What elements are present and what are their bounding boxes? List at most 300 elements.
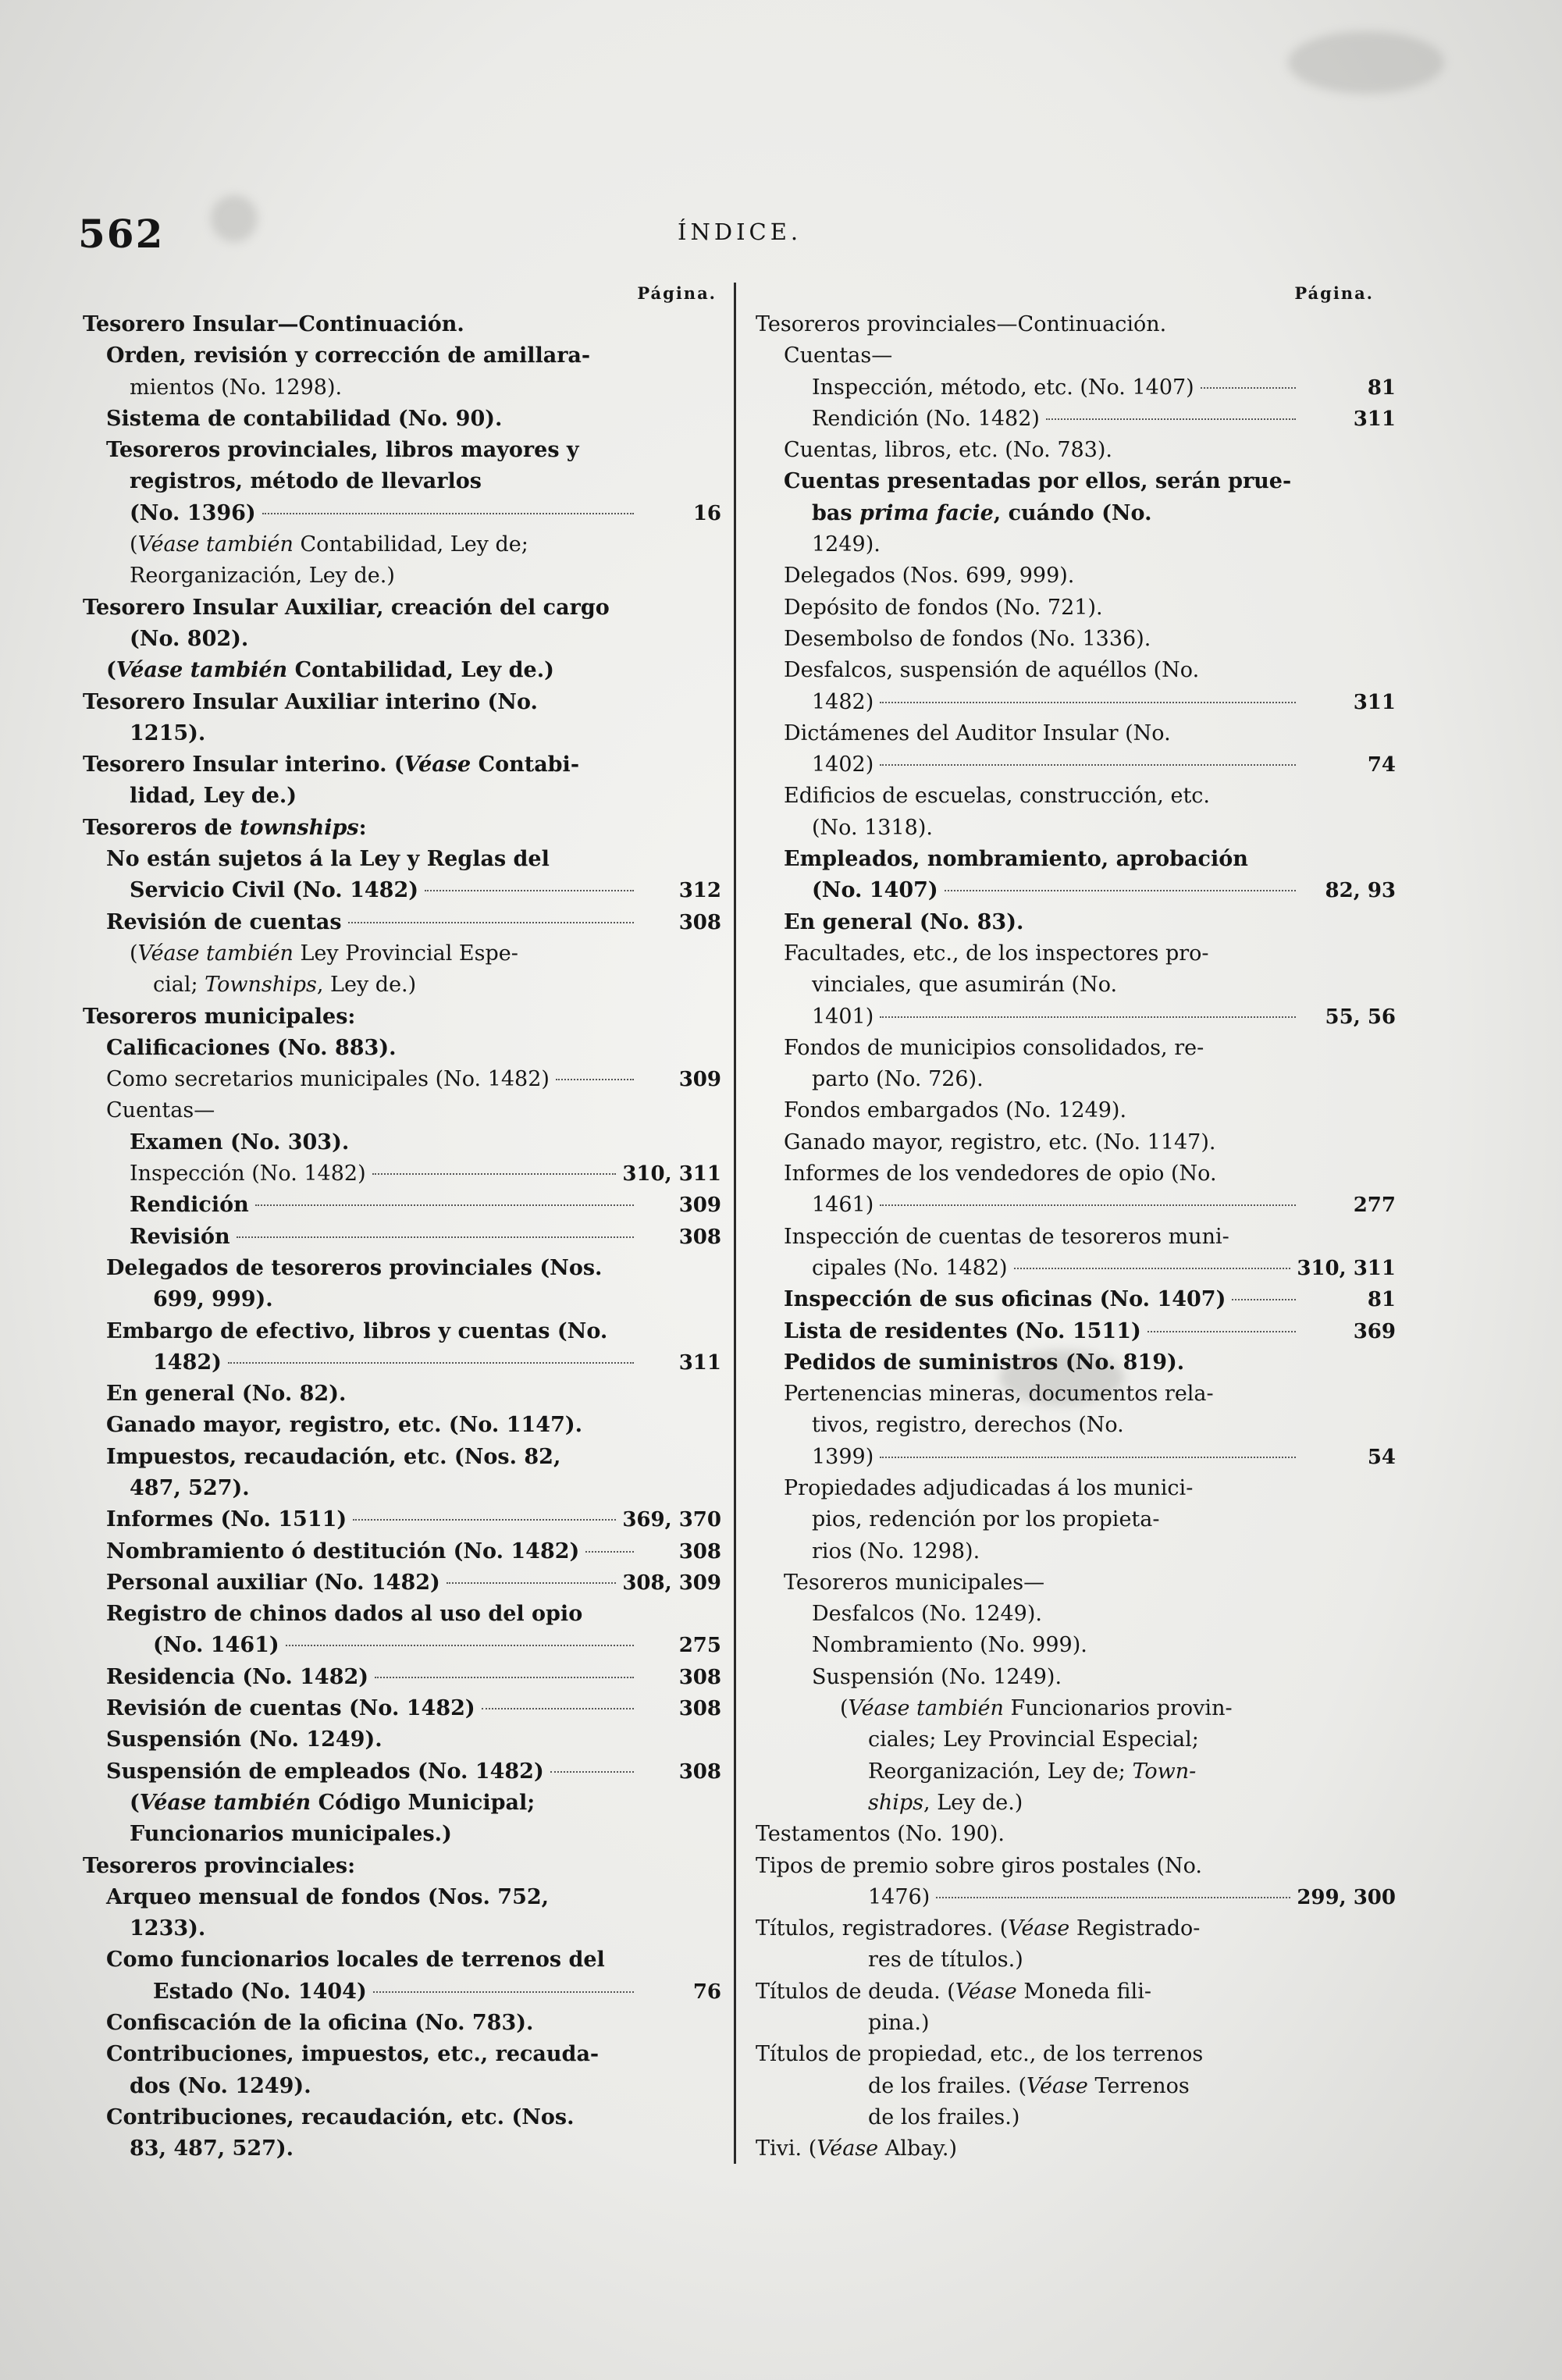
entry-text: Suspensión (No. 1249). <box>106 1727 382 1752</box>
page-reference: 81 <box>1367 1288 1396 1312</box>
entry-text: 83, 487, 527). <box>130 2136 294 2161</box>
entry-text: Inspección (No. 1482) <box>130 1162 366 1186</box>
entry-list-left <box>83 309 721 2165</box>
dot-leader <box>372 1173 617 1175</box>
index-entry <box>83 1630 721 1661</box>
column-header-pagina: Página. <box>1294 283 1374 303</box>
entry-text: Embargo de efectivo, libros y cuentas (No. <box>106 1318 608 1343</box>
entry-text: Contribuciones, recaudación, etc. (Nos. <box>106 2104 575 2129</box>
index-entry <box>83 1662 721 1693</box>
entry-text: Nombramiento (No. 999). <box>812 1633 1087 1658</box>
italic-term: Véase también <box>848 1696 1004 1721</box>
index-entry <box>756 1190 1396 1221</box>
page-reference: 311 <box>678 1350 721 1375</box>
index-entry <box>83 1284 721 1315</box>
entry-text: mientos (No. 1298). <box>130 375 343 400</box>
entry-text: Propiedades adjudicadas á los munici- <box>784 1475 1194 1500</box>
index-entry <box>83 624 721 655</box>
index-entry <box>83 1724 721 1756</box>
index-entry <box>83 1190 721 1221</box>
index-entry <box>83 1064 721 1095</box>
entry-text: Residencia (No. 1482) <box>106 1664 369 1689</box>
dot-leader <box>550 1771 634 1773</box>
index-entry <box>756 372 1396 404</box>
index-entry <box>83 592 721 624</box>
index-entry <box>83 404 721 435</box>
index-entry <box>83 1693 721 1724</box>
dot-leader <box>373 1991 634 1993</box>
italic-term: Véase <box>955 1979 1017 2004</box>
index-entry <box>83 1944 721 1976</box>
dot-leader <box>936 1897 1290 1898</box>
entry-text: Rendición (No. 1482) <box>812 406 1040 431</box>
index-entry <box>83 1913 721 1944</box>
italic-term: Véase <box>817 2136 879 2161</box>
entry-text: Revisión de cuentas (No. 1482) <box>106 1696 475 1721</box>
index-entry <box>83 1410 721 1441</box>
index-entry <box>756 907 1396 938</box>
dot-leader <box>237 1236 634 1238</box>
entry-text: 1249). <box>812 532 881 557</box>
italic-term: Town- <box>1132 1759 1197 1784</box>
index-entry <box>83 529 721 560</box>
index-entry <box>756 1944 1396 1976</box>
entry-text: Tesoreros de townships: <box>83 815 367 840</box>
entry-text: Desfalcos (No. 1249). <box>812 1602 1042 1627</box>
index-column-left <box>83 278 721 2165</box>
entry-text: Cuentas presentadas por ellos, serán prue- <box>784 469 1292 494</box>
index-entry <box>756 749 1396 781</box>
index-entry <box>83 969 721 1001</box>
index-entry <box>756 813 1396 844</box>
italic-term: townships <box>240 815 359 840</box>
entry-text: Ganado mayor, registro, etc. (No. 1147). <box>106 1413 583 1438</box>
index-entry <box>83 1033 721 1064</box>
index-entry <box>756 1442 1396 1473</box>
page-reference: 308 <box>678 1539 721 1564</box>
index-entry <box>83 1442 721 1473</box>
italic-term: Véase <box>1008 1916 1070 1941</box>
index-entry <box>83 498 721 529</box>
index-entry <box>756 1913 1396 1944</box>
entry-text: Suspensión (No. 1249). <box>812 1664 1062 1689</box>
index-entry <box>756 498 1396 529</box>
entry-text: Títulos de propiedad, etc., de los terrenos <box>756 2042 1204 2067</box>
entry-text: Dictámenes del Auditor Insular (No. <box>784 720 1171 745</box>
index-entry <box>756 529 1396 560</box>
index-entry <box>83 1976 721 2008</box>
page-reference: 308 <box>678 1225 721 1249</box>
dot-leader <box>425 890 634 891</box>
index-entry <box>83 2008 721 2039</box>
entry-text: Facultades, etc., de los inspectores pro- <box>784 941 1209 966</box>
index-entry <box>83 749 721 781</box>
entry-text: Inspección de sus oficinas (No. 1407) <box>784 1287 1226 1312</box>
entry-text: 1233). <box>130 1916 206 1941</box>
italic-term: Véase <box>1026 2073 1088 2098</box>
dot-leader <box>255 1204 634 1206</box>
entry-text: Tesoreros municipales— <box>784 1570 1045 1595</box>
entry-text: Pedidos de suministros (No. 819). <box>784 1350 1185 1375</box>
entry-text: 487, 527). <box>130 1475 250 1500</box>
index-entry <box>83 1316 721 1347</box>
entry-list-right <box>756 309 1396 2165</box>
entry-text: Desfalcos, suspensión de aquéllos (No. <box>784 658 1200 683</box>
index-entry <box>83 1095 721 1126</box>
index-entry <box>756 2071 1396 2102</box>
index-entry <box>756 1347 1396 1379</box>
dot-leader <box>262 513 634 514</box>
index-entry <box>756 466 1396 497</box>
index-entry <box>756 435 1396 466</box>
index-entry <box>756 781 1396 812</box>
index-entry <box>756 1599 1396 1630</box>
index-entry <box>756 624 1396 655</box>
entry-text: Tesorero Insular Auxiliar interino (No. <box>83 689 538 714</box>
index-entry <box>756 2039 1396 2070</box>
entry-text: cipales (No. 1482) <box>812 1255 1008 1280</box>
index-entry <box>83 1473 721 1504</box>
index-entry <box>83 1379 721 1410</box>
index-entry <box>756 560 1396 592</box>
italic-term: Véase también <box>139 1790 311 1815</box>
index-entry <box>83 435 721 466</box>
dot-leader <box>1147 1331 1296 1332</box>
page-reference: 299, 300 <box>1297 1885 1396 1909</box>
entry-text: ciales; Ley Provincial Especial; <box>868 1727 1199 1752</box>
dot-leader <box>375 1677 634 1678</box>
page-reference: 308, 309 <box>622 1571 721 1595</box>
dot-leader <box>945 890 1296 891</box>
entry-text: Empleados, nombramiento, aprobación <box>784 847 1248 872</box>
index-entry <box>756 1819 1396 1850</box>
dot-leader <box>880 764 1296 766</box>
entry-text: Estado (No. 1404) <box>153 1979 367 2004</box>
entry-text: Servicio Civil (No. 1482) <box>130 878 419 903</box>
italic-term: ships <box>868 1790 924 1815</box>
italic-term: Véase también <box>137 532 294 557</box>
index-entry <box>756 1724 1396 1756</box>
dot-leader <box>1232 1299 1296 1300</box>
entry-text: Inspección de cuentas de tesoreros muni- <box>784 1224 1229 1249</box>
index-entry <box>756 1001 1396 1033</box>
entry-text: cial; Townships, Ley de.) <box>153 973 417 998</box>
entry-text: Tesoreros provinciales—Continuación. <box>756 312 1167 336</box>
index-entry <box>83 1851 721 1882</box>
entry-text: 1482) <box>812 689 874 714</box>
entry-text: (No. 1407) <box>812 878 938 903</box>
entry-text: Edificios de escuelas, construcción, etc. <box>784 784 1210 809</box>
entry-text: Reorganización, Ley de; Town- <box>868 1759 1197 1784</box>
entry-text: Informes (No. 1511) <box>106 1507 347 1532</box>
index-entry <box>83 813 721 844</box>
page-reference: 310, 311 <box>1297 1256 1396 1280</box>
entry-text: Revisión <box>130 1224 230 1249</box>
entry-text: Arqueo mensual de fondos (Nos. 752, <box>106 1884 550 1909</box>
entry-text: Lista de residentes (No. 1511) <box>784 1318 1141 1343</box>
index-entry <box>756 1284 1396 1315</box>
index-entry <box>83 1756 721 1788</box>
dot-leader <box>556 1079 634 1080</box>
entry-text: Suspensión de empleados (No. 1482) <box>106 1759 544 1784</box>
entry-text: Contribuciones, impuestos, etc., recauda- <box>106 2042 600 2067</box>
entry-text: Tipos de premio sobre giros postales (No. <box>756 1853 1203 1878</box>
entry-text: parto (No. 726). <box>812 1067 984 1092</box>
entry-text: (No. 802). <box>130 626 249 651</box>
entry-text: 1482) <box>153 1350 222 1375</box>
index-entry <box>756 844 1396 875</box>
index-entry <box>756 1882 1396 1913</box>
entry-text: (No. 1461) <box>153 1633 279 1658</box>
index-entry <box>756 1410 1396 1441</box>
dot-leader <box>880 1204 1296 1206</box>
entry-text: Nombramiento ó destitución (No. 1482) <box>106 1539 580 1564</box>
entry-text: Pertenencias mineras, documentos rela- <box>784 1382 1214 1407</box>
index-entry <box>83 844 721 875</box>
entry-text: ships, Ley de.) <box>868 1790 1023 1815</box>
entry-text: No están sujetos á la Ley y Reglas del <box>106 847 550 872</box>
entry-text: Impuestos, recaudación, etc. (Nos. 82, <box>106 1444 561 1469</box>
index-entry <box>83 2133 721 2165</box>
index-entry <box>756 1095 1396 1126</box>
entry-text: lidad, Ley de.) <box>130 784 297 809</box>
entry-text: Registro de chinos dados al uso del opio <box>106 1602 583 1627</box>
entry-text: Títulos de deuda. (Véase Moneda fili- <box>756 1979 1151 2004</box>
index-entry <box>756 1158 1396 1190</box>
entry-text: pios, redención por los propieta- <box>812 1507 1160 1532</box>
index-entry <box>756 1064 1396 1095</box>
entry-text: 1461) <box>812 1193 874 1218</box>
entry-text: Personal auxiliar (No. 1482) <box>106 1570 440 1595</box>
page-reference: 275 <box>678 1634 721 1658</box>
page-reference: 74 <box>1367 753 1396 777</box>
index-entry <box>83 1567 721 1599</box>
index-entry <box>83 466 721 497</box>
index-entry <box>756 1630 1396 1661</box>
index-entry <box>756 969 1396 1001</box>
italic-term: prima facie <box>859 500 994 525</box>
entry-text: vinciales, que asumirán (No. <box>812 973 1118 998</box>
running-head: ÍNDICE. <box>678 219 802 245</box>
page-reference: 54 <box>1367 1445 1396 1469</box>
entry-text: 1215). <box>130 720 206 745</box>
page-reference: 55, 56 <box>1325 1005 1396 1029</box>
page-reference: 309 <box>678 1194 721 1218</box>
index-entry <box>756 687 1396 718</box>
entry-text: (Véase también Funcionarios provin- <box>840 1696 1233 1721</box>
index-entry <box>756 938 1396 969</box>
entry-text: Inspección, método, etc. (No. 1407) <box>812 375 1194 400</box>
page-reference: 311 <box>1353 407 1396 431</box>
page-reference: 16 <box>692 501 721 525</box>
entry-text: (No. 1396) <box>130 500 256 525</box>
index-entry <box>83 2102 721 2133</box>
index-entry <box>83 907 721 938</box>
index-entry <box>83 309 721 340</box>
index-entry <box>756 1127 1396 1158</box>
italic-term: Véase también <box>116 658 288 683</box>
index-entry <box>756 1976 1396 2008</box>
index-entry <box>756 1567 1396 1599</box>
index-entry <box>83 1158 721 1190</box>
dot-leader <box>348 922 634 923</box>
entry-text: (No. 1318). <box>812 815 933 840</box>
index-entry <box>83 1819 721 1850</box>
page-reference: 369 <box>1353 1319 1396 1343</box>
entry-text: Calificaciones (No. 883). <box>106 1035 397 1060</box>
entry-text: Examen (No. 303). <box>130 1130 350 1154</box>
entry-text: Depósito de fondos (No. 721). <box>784 595 1103 620</box>
index-entry <box>83 2039 721 2070</box>
entry-text: En general (No. 83). <box>784 909 1024 934</box>
index-entry <box>83 1882 721 1913</box>
entry-text: Delegados de tesoreros provinciales (Nos. <box>106 1255 603 1280</box>
index-entry <box>83 687 721 718</box>
dot-leader <box>228 1362 634 1364</box>
entry-text: Tesorero Insular—Continuación. <box>83 312 464 336</box>
entry-text: (Véase también Ley Provincial Espe- <box>130 941 518 966</box>
page-reference: 369, 370 <box>622 1508 721 1532</box>
entry-text: Fondos de municipios consolidados, re- <box>784 1035 1204 1060</box>
index-entry <box>756 2133 1396 2165</box>
index-entry <box>756 1693 1396 1724</box>
entry-text: (Véase también Código Municipal; <box>130 1790 535 1815</box>
page-reference: 81 <box>1367 375 1396 400</box>
index-entry <box>756 404 1396 435</box>
index-entry <box>756 1473 1396 1504</box>
entry-text: de los frailes.) <box>868 2104 1020 2129</box>
dot-leader <box>880 1016 1296 1018</box>
index-entry <box>756 1788 1396 1819</box>
index-entry <box>756 1316 1396 1347</box>
dot-leader <box>585 1551 634 1553</box>
index-entry <box>83 372 721 404</box>
entry-text: Títulos, registradores. (Véase Registrado- <box>756 1916 1201 1941</box>
index-entry <box>756 592 1396 624</box>
dot-leader <box>353 1519 616 1521</box>
page-reference: 311 <box>1353 690 1396 714</box>
italic-term: Véase también <box>137 941 294 966</box>
page-reference: 312 <box>678 879 721 903</box>
entry-text: 699, 999). <box>153 1287 273 1312</box>
italic-term: Véase <box>404 752 471 777</box>
entry-text: 1476) <box>868 1884 930 1909</box>
entry-text: En general (No. 82). <box>106 1382 347 1407</box>
index-entry <box>83 718 721 749</box>
entry-text: Reorganización, Ley de.) <box>130 564 395 589</box>
entry-text: Como funcionarios locales de terrenos del <box>106 1948 605 1973</box>
dot-leader <box>447 1582 617 1584</box>
column-divider <box>734 283 736 2164</box>
index-entry <box>756 1222 1396 1253</box>
entry-text: res de títulos.) <box>868 1948 1023 1973</box>
page-reference: 308 <box>678 1759 721 1784</box>
index-entry <box>756 875 1396 906</box>
index-entry <box>756 1504 1396 1535</box>
index-entry <box>756 1536 1396 1567</box>
entry-text: Delegados (Nos. 699, 999). <box>784 564 1075 589</box>
dot-leader <box>880 702 1296 703</box>
entry-text: 1401) <box>812 1004 874 1029</box>
entry-text: Tesorero Insular Auxiliar, creación del cargo <box>83 595 610 620</box>
entry-text: 1402) <box>812 752 874 777</box>
index-entry <box>756 655 1396 686</box>
page-reference: 76 <box>692 1980 721 2004</box>
index-entry <box>756 2102 1396 2133</box>
dot-leader <box>286 1645 634 1646</box>
page-reference: 308 <box>678 910 721 934</box>
print-smudge <box>1288 31 1444 94</box>
index-entry <box>756 1253 1396 1284</box>
dot-leader <box>1014 1268 1291 1269</box>
entry-text: Revisión de cuentas <box>106 909 342 934</box>
index-entry <box>83 2071 721 2102</box>
entry-text: Desembolso de fondos (No. 1336). <box>784 626 1151 651</box>
dot-leader <box>482 1708 634 1709</box>
entry-text: Como secretarios municipales (No. 1482) <box>106 1067 550 1092</box>
entry-text: Ganado mayor, registro, etc. (No. 1147). <box>784 1130 1216 1154</box>
index-entry <box>756 1756 1396 1788</box>
page-reference: 308 <box>678 1697 721 1721</box>
index-entry <box>756 718 1396 749</box>
index-entry <box>83 655 721 686</box>
entry-text: Fondos embargados (No. 1249). <box>784 1098 1127 1123</box>
dot-leader <box>1046 418 1296 420</box>
entry-text: Cuentas, libros, etc. (No. 783). <box>784 438 1112 463</box>
index-entry <box>83 1599 721 1630</box>
index-entry <box>756 1033 1396 1064</box>
index-entry <box>756 2008 1396 2039</box>
entry-text: dos (No. 1249). <box>130 2073 311 2098</box>
page-reference: 277 <box>1353 1194 1396 1218</box>
page-reference: 310, 311 <box>622 1162 721 1186</box>
entry-text: Tesoreros provinciales: <box>83 1853 356 1878</box>
entry-text: Cuentas— <box>106 1098 215 1123</box>
index-entry <box>83 1788 721 1819</box>
entry-text: Tivi. (Véase Albay.) <box>756 2136 958 2161</box>
entry-text: Confiscación de la oficina (No. 783). <box>106 2011 534 2036</box>
entry-text: pina.) <box>868 2011 930 2036</box>
index-entry <box>756 309 1396 340</box>
entry-text: registros, método de llevarlos <box>130 469 482 494</box>
index-entry <box>83 781 721 812</box>
entry-text: (Véase también Contabilidad, Ley de.) <box>106 658 554 683</box>
entry-text: Sistema de contabilidad (No. 90). <box>106 406 503 431</box>
entry-text: bas prima facie, cuándo (No. <box>812 500 1152 525</box>
page-reference: 308 <box>678 1665 721 1689</box>
italic-term: Townships <box>205 973 317 998</box>
index-entry <box>83 340 721 372</box>
entry-text: 1399) <box>812 1444 874 1469</box>
page-reference: 309 <box>678 1068 721 1092</box>
entry-text: tivos, registro, derechos (No. <box>812 1413 1124 1438</box>
index-entry <box>83 560 721 592</box>
entry-text: de los frailes. (Véase Terrenos <box>868 2073 1190 2098</box>
index-entry <box>83 938 721 969</box>
entry-text: Informes de los vendedores de opio (No. <box>784 1162 1217 1186</box>
index-entry <box>83 1347 721 1379</box>
index-entry <box>83 1222 721 1253</box>
page-reference: 82, 93 <box>1325 879 1396 903</box>
index-column-right <box>756 278 1396 2165</box>
index-entry <box>756 1851 1396 1882</box>
page-number: 562 <box>78 211 165 257</box>
index-entry <box>83 1127 721 1158</box>
index-entry <box>83 1001 721 1033</box>
entry-text: Tesorero Insular interino. (Véase Contabi- <box>83 752 580 777</box>
index-entry <box>83 1504 721 1535</box>
entry-text: Tesoreros provinciales, libros mayores y <box>106 438 579 463</box>
